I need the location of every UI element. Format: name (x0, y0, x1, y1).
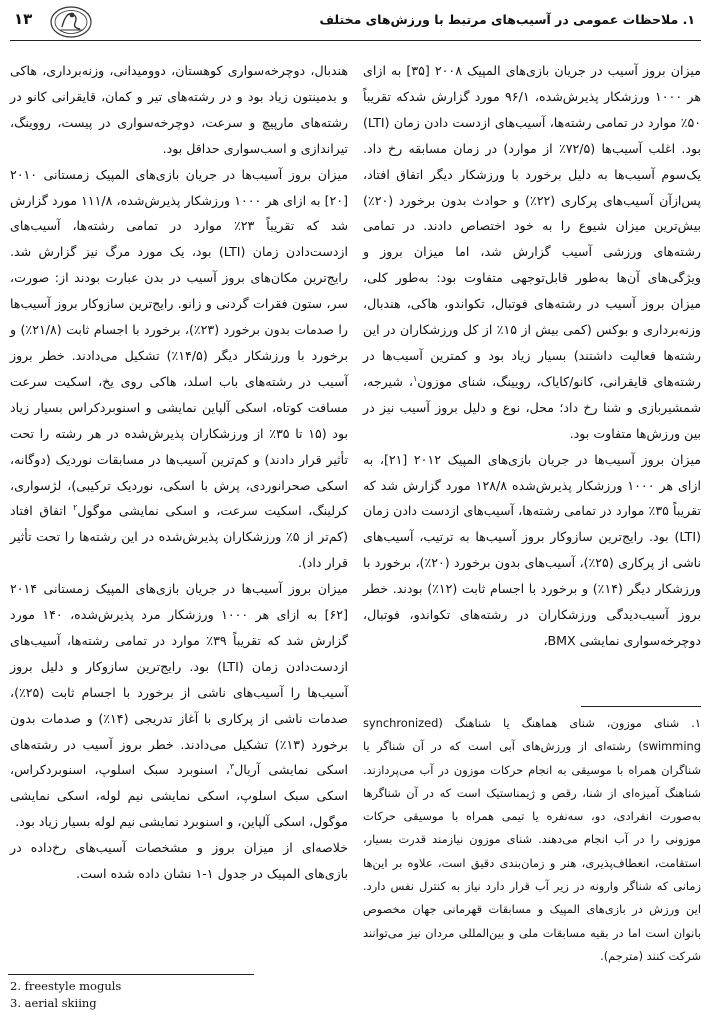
page-header (0, 0, 711, 44)
paragraph-text: ، شیرجه، شمشیربازی و شنا رخ داد؛ محل، نوع و دلیل بروز آسیب نیز در بین ورزش‌ها متفاوت بود. (363, 373, 701, 441)
paragraph-winter-olympics-2010 (10, 162, 348, 577)
left-column (10, 58, 348, 887)
paragraph-olympics-2008 (363, 58, 701, 447)
footnote-marker: ۳ (229, 762, 235, 772)
footnote-aerial-skiing: 3. aerial skiing (10, 996, 97, 1010)
footnote-text: ۱. شنای موزون، شنای هماهنگ یا شناهنگ (synchronized swimming) رشته‌ای از ورزش‌های آبی است که در آن شناگر یا شناگران همراه با موسیقی به انجام حرکات موزون در آب می‌پردازند. شناهنگ آمیزه‌ای از شنا، رقص و ژیمناستیک است که در آن شناگرها به‌صورت انفرادی، دو، سه‌نفره یا تیمی همراه با موسیقی حرکات موزونی را در آب انجام می‌دهند. شنای موزون نیازمند قدرت بسیار، استقامت، انعطاف‌پذیری، هنر و زمان‌بندی دقیق است، علاوه بر این‌ها زمانی که شناگر وارونه در زیر آب قرار دارد نیاز به کنترل نفس دارد. این ورزش در بازی‌های المپیک و مسابقات قهرمانی جهان مخصوص بانوان است اما در بقیه مسابقات ملی و بین‌المللی مردان نیز می‌توانند شرکت کنند (مترجم). (363, 716, 701, 963)
paragraph-text: میزان بروز آسیب‌ها در جریان بازی‌های المپیک زمستانی ۲۰۱۴ [۶۲] به ازای هر ۱۰۰۰ ورزشکار مرد پذیرش‌شده، ۱۴۰ مورد گزارش شد که تقریباً ۳۹٪ موارد در تمامی رشته‌ها، آسیب‌های ازدست‌دادن زمان (LTI) بود. رایج‌ترین سازوکار و دلیل بروز آسیب‌ها را آسیب‌های ناشی از برخورد با اجسام ثابت (۲۵٪)، صدمات ناشی از پرکاری با آغاز تدریجی (۱۴٪) و صدمات بدون برخورد (۱۳٪) تشکیل می‌دادند. خطر بروز آسیب در رشته‌های اسکی نمایشی آریال (10, 581, 349, 778)
running-title: ۱. ملاحظات عمومی در آسیب‌های مرتبط با ورزش‌های مختلف (319, 12, 695, 27)
paragraph-text: میزان بروز آسیب در جریان بازی‌های المپیک ۲۰۰۸ [۳۵] به ازای هر ۱۰۰۰ ورزشکار پذیرش‌شده، ۹۶/۱ مورد گزارش شدکه تقریباً ۵۰٪ موارد در تمامی رشته‌ها، آسیب‌های ازدست دادن زمان (LTI) بود. اغلب آسیب‌ها (۷۲/۵٪ از موارد) در زمان مسابقه رخ داد. یک‌سوم آسیب‌ها به دلیل برخورد با ورزشکار دیگر اتفاق افتاد، پس‌ازآن آسیب‌های پرکاری (۲۲٪) و حوادث بدون برخورد (۲۰٪) بیش‌ترین میزان شیوع را به خود اختصاص دادند. در تمامی رشته‌های ورزشی آسیب گزارش شد، اما میزان بروز و ویژگی‌های آن‌ها به‌طور قابل‌توجهی متفاوت بود: به‌طور کلی، میزان بروز آسیب در رشته‌های فوتبال، تکواندو، هاکی، هندبال، وزنه‌برداری و بوکس (کمی بیش از ۱۵٪ از کل ورزشکاران در این رشته‌ها فعالیت داشتند) بسیار زیاد بود و کمترین آسیب‌ها در رشته‌های قایقرانی، کانو/کایاک، رویینگ، شنای موزون (363, 63, 702, 389)
paragraph-text: ، اسنوبرد سبک اسلوپ، اسنوبردکراس، اسکی سبک اسلوپ، اسکی نمایشی نیم لوله، اسکی نمایشی موگول، اسکی آلپاین، و اسنوبرد نمایشی نیم لوله بسیار زیاد بود. (10, 762, 348, 830)
journal-emblem-icon (48, 3, 94, 39)
footnote-marker: ۲ (73, 503, 78, 513)
footnote-divider (8, 974, 254, 975)
right-column (363, 58, 701, 654)
footnote-synchronized-swimming (363, 712, 701, 968)
footnote-divider (581, 706, 701, 707)
paragraph-text: میزان بروز آسیب‌ها در جریان بازی‌های المپیک زمستانی ۲۰۱۰ [۲۰] به ازای هر ۱۰۰۰ ورزشکار پذیرش‌شده، ۱۱۱/۸ مورد گزارش شد که تقریباً ۲۳٪ موارد در تمامی رشته‌ها، آسیب‌های ازدست‌دادن زمان (LTI) بود، یک مورد مرگ نیز گزارش شد. رایج‌ترین مکان‌های بروز آسیب در بدن عبارت بودند از: صورت، سر، ستون فقرات گردنی و زانو. رایج‌ترین سازوکار بروز آسیب‌ها را صدمات بدون برخورد (۲۳٪)، برخورد با اجسام ثابت (۲۱/۸٪) و برخورد با ورزشکار دیگر (۱۴/۵٪) تشکیل می‌دادند. خطر بروز آسیب در رشته‌های باب اسلد، هاکی روی یخ، اسکیت سرعت مسافت کوتاه، اسکی آلپاین نمایشی و اسنوبردکراس بسیار زیاد بود (۱۵ تا ۳۵٪ از ورزشکاران پذیرش‌شده در هر رشته را تحت تأثیر قرار دادند) و کم‌ترین آسیب‌ها در مسابقات نوردیک (دوگانه، اسکی صحرانوردی، پرش با اسکی، نوردیک ترکیبی)، لژسواری، کرلینگ، اسکیت سرعت، و اسکی نمایشی موگول (10, 166, 349, 519)
footnote-marker: ۱ (412, 373, 418, 383)
header-rule (10, 40, 701, 41)
paragraph-text: اتفاق افتاد (کم‌تر از ۵٪ ورزشکاران پذیرش‌شده در این رشته‌ها را تحت تأثیر قرار داد). (10, 503, 348, 571)
paragraph-continuation: هندبال، دوچرخه‌سواری کوهستان، دوومیدانی، وزنه‌برداری، هاکی و بدمینتون زیاد بود و در رشته‌های تیر و کمان، قایقرانی کانو در رشته‌های مارپیچ و سرعت، دوچرخه‌سواری در پیست، رووینگ، تیراندازی و اسب‌سواری حداقل بود. (10, 63, 348, 156)
footnotes-english (10, 978, 260, 1012)
page-number: ۱۳ (14, 10, 33, 28)
paragraph-winter-olympics-2014 (10, 576, 348, 835)
paragraph-olympics-2012: میزان بروز آسیب‌ها در جریان بازی‌های المپیک ۲۰۱۲ [۲۱]، به ازای هر ۱۰۰۰ ورزشکار پذیرش‌شده ۱۲۸/۸ مورد گزارش شد که تقریباً ۳۵٪ موارد در تمامی رشته‌ها، آسیب‌های ازدست دادن زمان (LTI) بود. رایج‌ترین سازوکار بروز آسیب‌ها به ترتیب، آسیب‌های ناشی از پرکاری (۲۵٪)، آسیب‌های بدون برخورد (۲۰٪)، برخورد با ورزشکار دیگر (۱۴٪) و برخورد با اجسام ثابت (۱۲٪) بودند. خطر بروز آسیب‌دیدگی ورزشکاران در رشته‌های تکواندو، فوتبال، دوچرخه‌سواری نمایشی BMX، (363, 451, 701, 648)
paragraph-summary: خلاصه‌ای از میزان بروز و مشخصات آسیب‌های رخ‌داده در بازی‌های المپیک در جدول ۱-۱ نشان داده شده است. (10, 840, 348, 882)
footnote-freestyle-moguls: 2. freestyle moguls (10, 979, 122, 993)
